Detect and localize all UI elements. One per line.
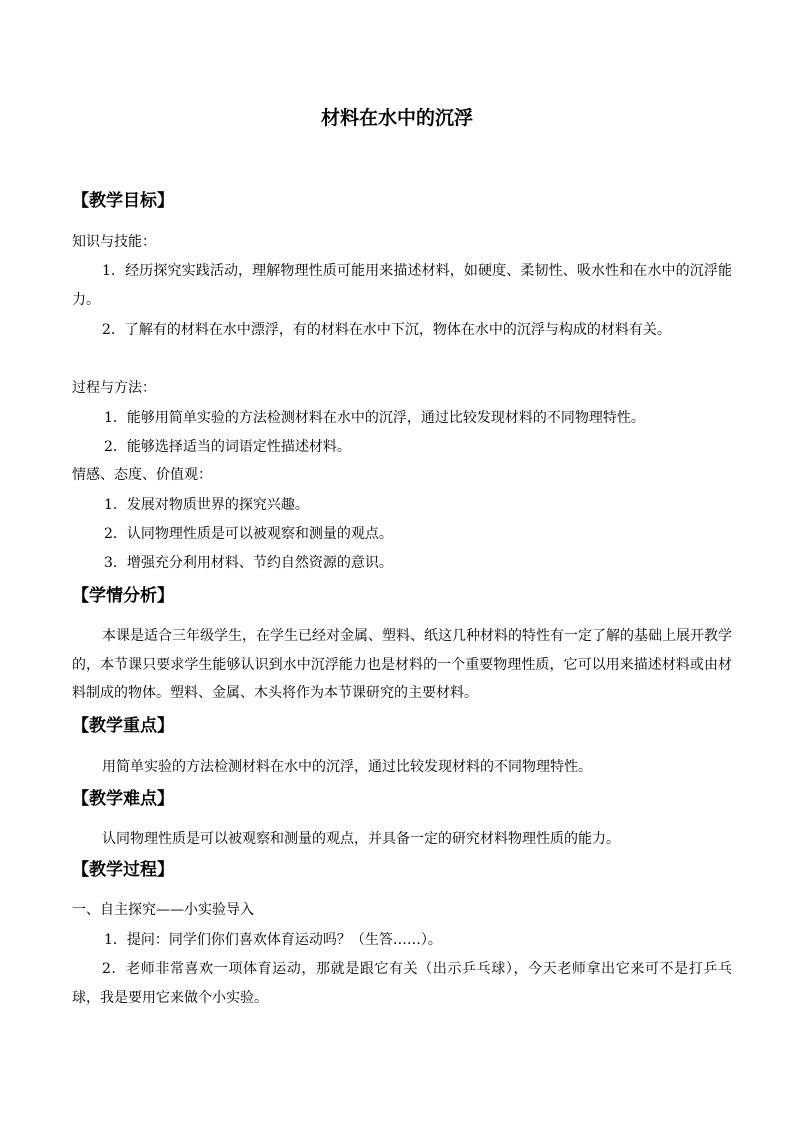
knowledge-skills-label: 知识与技能： [72,234,156,250]
process-step-2: 2．老师非常喜欢一项体育运动，那就是跟它有关（出示乒乓球），今天老师拿出它来可不是打乒乓球，我是要用它来做个小实验。 [72,961,732,1006]
emotion-item-1: 1．发展对物质世界的探究兴趣。 [104,497,309,513]
section-heading-process: 【教学过程】 [72,860,174,880]
process-step-1: 1．提问：同学们你们喜欢体育运动吗？（生答……）。 [104,932,442,948]
process-item-1: 1．能够用简单实验的方法检测材料在水中的沉浮，通过比较发现材料的不同物理特性。 [104,410,645,426]
emotion-item-2: 2．认同物理性质是可以被观察和测量的观点。 [104,526,393,542]
section-heading-goals: 【教学目标】 [72,191,174,211]
section-heading-analysis: 【学情分析】 [72,586,174,606]
process-item-2: 2．能够选择适当的词语定性描述材料。 [104,439,351,455]
difficulties-paragraph: 认同物理性质是可以被观察和测量的观点，并具备一定的研究材料物理性质的能力。 [102,831,620,847]
process-part1-label: 一、自主探究——小实验导入 [72,902,254,918]
key-points-paragraph: 用简单实验的方法检测材料在水中的沉浮，通过比较发现材料的不同物理特性。 [102,759,592,775]
page-title: 材料在水中的沉浮 [320,107,473,129]
section-heading-key-points: 【教学重点】 [72,716,174,736]
emotion-label: 情感、态度、价值观： [72,467,212,483]
emotion-item-3: 3．增强充分利用材料、节约自然资源的意识。 [104,555,393,571]
knowledge-item-2: 2．了解有的材料在水中漂浮，有的材料在水中下沉，物体在水中的沉浮与构成的材料有关。 [102,322,671,338]
analysis-paragraph: 本课是适合三年级学生，在学生已经对金属、塑料、纸这几种材料的特性有一定了解的基础上展开教学的，本节课只要求学生能够认识到水中沉浮能力也是材料的一个重要物理性质，它可以用来描述材料或由材料制成的物体。塑料、金属、木头将作为本节课研究的主要材料。 [72,628,732,701]
knowledge-item-1: 1．经历探究实践活动，理解物理性质可能用来描述材料，如硬度、柔韧性、吸水性和在水中的沉浮能力。 [72,263,732,308]
section-heading-difficulties: 【教学难点】 [72,789,174,809]
process-method-label: 过程与方法： [72,380,156,396]
